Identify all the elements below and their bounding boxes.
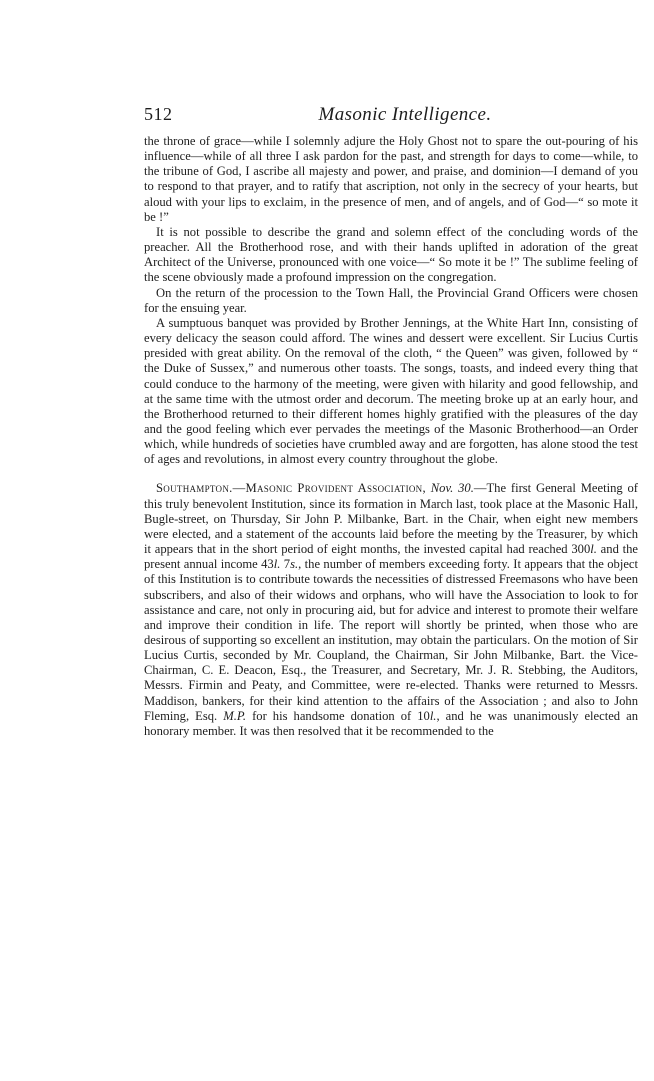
text-segment: 7 [280,557,291,572]
pounds-abbrev: l. [429,708,437,723]
running-title: Masonic Intelligence. [318,104,492,125]
book-page [144,104,638,739]
pounds-abbrev: l. [273,557,281,572]
shillings-abbrev: s. [290,557,299,572]
text-segment: for his handsome donation of 10 [246,708,430,723]
text-segment: , the number of members exceeding forty. It appears that the object of this Institution is to contribute towards the necessities of distressed Freemasons who have been subscribers, and also of their widows and orphans, who will have the Association to look to for assistance and care, not only in procuring aid, but for advice and interest to promote their welfare and improve their condition in life. The report will shortly be printed, when those who are desirous of supporting so excellent an institution, may obtain the particulars. On the motion of Sir Lucius Curtis, seconded by Mr. Coupland, the Chairman, Sir John Milbanke, Bart. the Vice-Chairman, C. E. Deacon, Esq., the Treasurer, and Secretary, Mr. J. R. Stebbing, the Auditors, Messrs. Firmin and Peaty, and Committee, were re-elected. Thanks were returned to Messrs. Maddison, bankers, for their kind attention to the affairs of the Association ; and also to John Fleming, Esq. [144,557,638,723]
heading-date: Nov. 30. [430,481,474,496]
paragraph-banquet: A sumptuous banquet was provided by Brother Jennings, at the White Hart Inn, consisting of every delicacy the season could afford. The wines and dessert were excellent. Sir Lucius Curtis presided with great ability. On the removal of the cloth, “ the Queen” was given, followed by “ the Duke of Sussex,” and numerous other toasts. The songs, toasts, and indeed every thing that could conduce to the harmony of the meeting, were given with hilarity and good fellowship, and at the same time with the utmost order and decorum. The meeting broke up at an early hour, and the Brotherhood returned to their different homes highly gratified with the pleasures of the day and the good feeling which ever pervades the meetings of the Masonic Brotherhood—an Order which, while hundreds of societies have crumbled away and are forgotten, has alone stood the test of ages and revolutions, in almost every country throughout the globe. [144,315,638,467]
text-segment: , and he was unanimously elected an honorary member. It was then resolved that it be recommended to the [144,708,638,738]
running-head [144,104,638,134]
heading-place: Southampton. [156,481,233,496]
paragraph-southampton [144,481,638,739]
pounds-abbrev: l. [590,542,597,557]
paragraph-congregation: It is not possible to describe the grand and solemn effect of the concluding words of the preacher. All the Brotherhood rose, and with their hands uplifted in adoration of the great Architect of the Universe, pronounced with one voice—“ So mote it be !” The sublime feeling of the scene obviously made a profound impression on the congregation. [144,224,638,285]
article-text [144,134,638,739]
heading-association: —Masonic Provident Association, [232,481,426,496]
text-segment: —The first General Meeting of this truly benevolent Institution, since its formation in March last, took place at the Masonic Hall, Bugle-street, on Thursday, Sir John P. Milbanke, Bart. in the Chair, when eight new members were elected, and a statement of the accounts laid before the meeting by the Treasurer, by which it appears that in the short period of eight months, the invested capital had reached 300 [144,481,638,557]
mp-abbrev: M.P. [223,708,247,723]
section-gap [144,467,638,481]
paragraph-procession: On the return of the procession to the Town Hall, the Provincial Grand Officers were chosen for the ensuing year. [144,285,638,315]
page-number: 512 [144,104,173,124]
paragraph-sermon-close: the throne of grace—while I solemnly adjure the Holy Ghost not to spare the out-pouring of his influence—while of all three I ask pardon for the past, and strength for days to come—while, to the tribune of God, I ascribe all majesty and power, and praise, and dominion—I demand of you to respond to that prayer, and to ratify that ascription, not only in the secrecy of your hearts, but aloud with your lips to exclaim, in the presence of men, and of angels, and of God—“ so mote it be !” [144,134,638,224]
text-segment: and the present annual income 43 [144,542,639,572]
